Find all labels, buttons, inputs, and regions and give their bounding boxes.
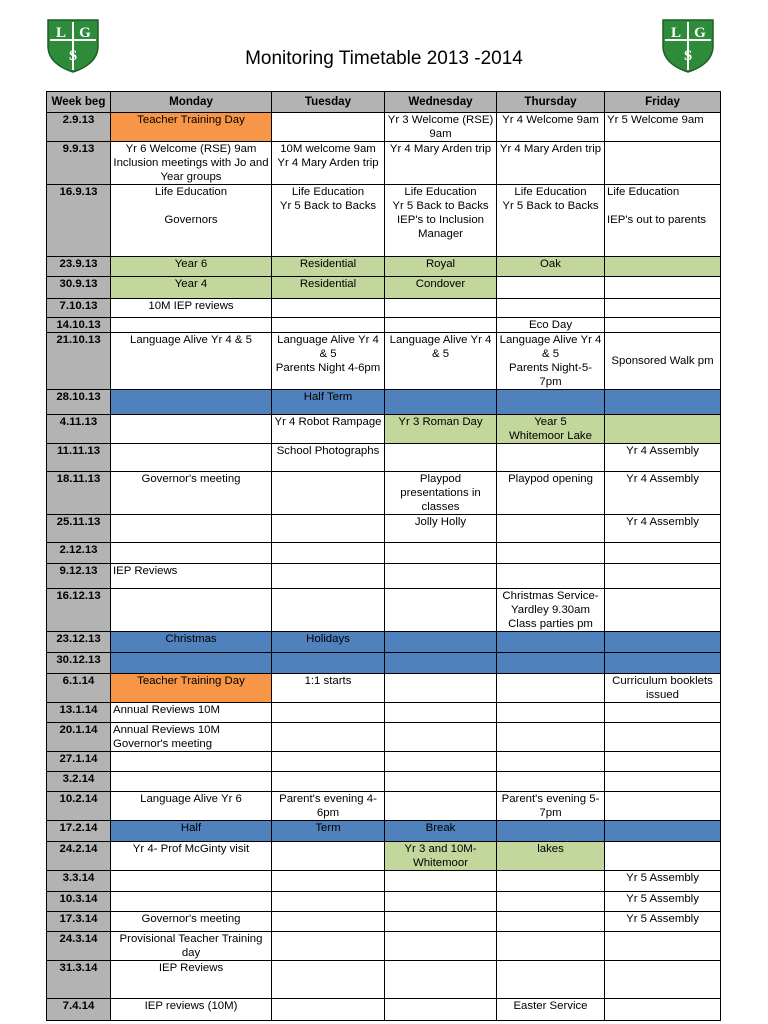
tuesday-cell [272, 723, 385, 752]
thursday-cell [497, 632, 605, 653]
wednesday-cell: Language Alive Yr 4 & 5 [385, 333, 497, 390]
tuesday-cell: Yr 4 Robot Rampage [272, 415, 385, 444]
tuesday-cell [272, 515, 385, 543]
tuesday-cell: Term [272, 821, 385, 842]
friday-cell: Yr 4 Assembly [605, 515, 721, 543]
wednesday-cell [385, 543, 497, 564]
tuesday-cell [272, 543, 385, 564]
monday-cell: Annual Reviews 10M [111, 703, 272, 723]
tuesday-cell [272, 999, 385, 1021]
tuesday-cell: 1:1 starts [272, 674, 385, 703]
svg-text:G: G [79, 25, 91, 41]
table-row [47, 674, 721, 703]
svg-text:L: L [55, 25, 67, 41]
week-beginning-cell: 21.10.13 [47, 333, 111, 390]
monday-cell: IEP reviews (10M) [111, 999, 272, 1021]
monday-cell: IEP Reviews [111, 961, 272, 999]
thursday-cell: Yr 4 Welcome 9am [497, 113, 605, 142]
table-row [47, 142, 721, 185]
table-row [47, 318, 721, 333]
wednesday-cell [385, 772, 497, 792]
tuesday-cell [272, 703, 385, 723]
monday-cell: Yr 6 Welcome (RSE) 9am Inclusion meetings with Jo and Year groups [111, 142, 272, 185]
tuesday-cell [272, 318, 385, 333]
wednesday-cell [385, 703, 497, 723]
friday-cell [605, 142, 721, 185]
friday-cell [605, 772, 721, 792]
table-row [47, 632, 721, 653]
monday-cell [111, 318, 272, 333]
table-row [47, 703, 721, 723]
thursday-cell [497, 444, 605, 472]
monday-cell [111, 892, 272, 912]
table-row [47, 821, 721, 842]
wednesday-cell: Yr 3 and 10M-Whitemoor [385, 842, 497, 871]
friday-cell [605, 564, 721, 589]
tuesday-cell [272, 653, 385, 674]
table-row [47, 653, 721, 674]
tuesday-cell [272, 892, 385, 912]
column-header-wednesday: Wednesday [385, 92, 497, 113]
week-beginning-cell: 23.12.13 [47, 632, 111, 653]
monday-cell: Language Alive Yr 4 & 5 [111, 333, 272, 390]
thursday-cell [497, 912, 605, 932]
thursday-cell [497, 772, 605, 792]
column-header-friday: Friday [605, 92, 721, 113]
tuesday-cell [272, 871, 385, 892]
friday-cell [605, 390, 721, 415]
table-row [47, 752, 721, 772]
week-beginning-cell: 31.3.14 [47, 961, 111, 999]
tuesday-cell: Half Term [272, 390, 385, 415]
week-beginning-cell: 10.2.14 [47, 792, 111, 821]
wednesday-cell: Yr 3 Roman Day [385, 415, 497, 444]
wednesday-cell [385, 444, 497, 472]
column-header-week: Week beg [47, 92, 111, 113]
wednesday-cell: Jolly Holly [385, 515, 497, 543]
column-header-tuesday: Tuesday [272, 92, 385, 113]
thursday-cell [497, 390, 605, 415]
friday-cell: Sponsored Walk pm [605, 333, 721, 390]
table-header-row [47, 92, 721, 113]
week-beginning-cell: 17.2.14 [47, 821, 111, 842]
friday-cell [605, 752, 721, 772]
wednesday-cell [385, 653, 497, 674]
wednesday-cell [385, 912, 497, 932]
wednesday-cell [385, 961, 497, 999]
friday-cell [605, 415, 721, 444]
table-row [47, 390, 721, 415]
table-row [47, 415, 721, 444]
table-row [47, 871, 721, 892]
thursday-cell [497, 892, 605, 912]
week-beginning-cell: 24.3.14 [47, 932, 111, 961]
timetable-body [47, 113, 721, 1021]
week-beginning-cell: 27.1.14 [47, 752, 111, 772]
friday-cell [605, 703, 721, 723]
wednesday-cell [385, 752, 497, 772]
table-row [47, 564, 721, 589]
friday-cell [605, 318, 721, 333]
table-row [47, 912, 721, 932]
wednesday-cell [385, 632, 497, 653]
wednesday-cell [385, 892, 497, 912]
tuesday-cell [272, 472, 385, 515]
thursday-cell: Year 5 Whitemoor Lake [497, 415, 605, 444]
week-beginning-cell: 17.3.14 [47, 912, 111, 932]
monday-cell: 10M IEP reviews [111, 299, 272, 318]
table-row [47, 257, 721, 277]
column-header-thursday: Thursday [497, 92, 605, 113]
tuesday-cell: Holidays [272, 632, 385, 653]
monday-cell [111, 543, 272, 564]
tuesday-cell: Language Alive Yr 4 & 5 Parents Night 4-6pm [272, 333, 385, 390]
monday-cell: Year 6 [111, 257, 272, 277]
friday-cell: Yr 5 Welcome 9am [605, 113, 721, 142]
week-beginning-cell: 23.9.13 [47, 257, 111, 277]
tuesday-cell: Residential [272, 257, 385, 277]
monday-cell: Christmas [111, 632, 272, 653]
monday-cell: Teacher Training Day [111, 674, 272, 703]
monitoring-timetable [46, 91, 721, 1021]
tuesday-cell [272, 589, 385, 632]
monday-cell [111, 390, 272, 415]
wednesday-cell [385, 999, 497, 1021]
week-beginning-cell: 11.11.13 [47, 444, 111, 472]
svg-text:S: S [683, 48, 693, 64]
week-beginning-cell: 16.12.13 [47, 589, 111, 632]
wednesday-cell [385, 318, 497, 333]
thursday-cell: Life Education Yr 5 Back to Backs [497, 185, 605, 257]
monday-cell: Annual Reviews 10M Governor's meeting [111, 723, 272, 752]
wednesday-cell [385, 299, 497, 318]
thursday-cell [497, 674, 605, 703]
thursday-cell [497, 723, 605, 752]
thursday-cell: lakes [497, 842, 605, 871]
week-beginning-cell: 3.3.14 [47, 871, 111, 892]
monday-cell [111, 415, 272, 444]
tuesday-cell: 10M welcome 9am Yr 4 Mary Arden trip [272, 142, 385, 185]
friday-cell: Yr 4 Assembly [605, 472, 721, 515]
friday-cell [605, 842, 721, 871]
table-row [47, 113, 721, 142]
monday-cell: Teacher Training Day [111, 113, 272, 142]
table-row [47, 277, 721, 299]
monday-cell [111, 752, 272, 772]
table-row [47, 333, 721, 390]
thursday-cell [497, 564, 605, 589]
thursday-cell: Language Alive Yr 4 & 5 Parents Night-5-7pm [497, 333, 605, 390]
column-header-monday: Monday [111, 92, 272, 113]
thursday-cell [497, 961, 605, 999]
week-beginning-cell: 7.10.13 [47, 299, 111, 318]
wednesday-cell [385, 390, 497, 415]
wednesday-cell [385, 871, 497, 892]
tuesday-cell: Parent's evening 4-6pm [272, 792, 385, 821]
week-beginning-cell: 25.11.13 [47, 515, 111, 543]
table-row [47, 543, 721, 564]
monday-cell: Governor's meeting [111, 472, 272, 515]
thursday-cell [497, 871, 605, 892]
thursday-cell: Yr 4 Mary Arden trip [497, 142, 605, 185]
thursday-cell [497, 299, 605, 318]
friday-cell: Life Education IEP's out to parents [605, 185, 721, 257]
table-row [47, 999, 721, 1021]
tuesday-cell: Residential [272, 277, 385, 299]
monday-cell: Governor's meeting [111, 912, 272, 932]
thursday-cell [497, 277, 605, 299]
thursday-cell [497, 752, 605, 772]
friday-cell [605, 999, 721, 1021]
friday-cell [605, 543, 721, 564]
table-row [47, 792, 721, 821]
week-beginning-cell: 30.12.13 [47, 653, 111, 674]
svg-text:L: L [670, 25, 682, 41]
wednesday-cell: Playpod presentations in classes [385, 472, 497, 515]
week-beginning-cell: 16.9.13 [47, 185, 111, 257]
monday-cell [111, 515, 272, 543]
monday-cell [111, 589, 272, 632]
monday-cell: Yr 4- Prof McGinty visit [111, 842, 272, 871]
table-row [47, 444, 721, 472]
week-beginning-cell: 13.1.14 [47, 703, 111, 723]
thursday-cell [497, 653, 605, 674]
friday-cell: Yr 5 Assembly [605, 871, 721, 892]
monday-cell: IEP Reviews [111, 564, 272, 589]
wednesday-cell [385, 589, 497, 632]
thursday-cell [497, 515, 605, 543]
week-beginning-cell: 14.10.13 [47, 318, 111, 333]
week-beginning-cell: 4.11.13 [47, 415, 111, 444]
table-row [47, 472, 721, 515]
friday-cell [605, 257, 721, 277]
wednesday-cell [385, 792, 497, 821]
table-row [47, 892, 721, 912]
friday-cell: Curriculum booklets issued [605, 674, 721, 703]
svg-text:S: S [68, 48, 78, 64]
week-beginning-cell: 20.1.14 [47, 723, 111, 752]
wednesday-cell [385, 932, 497, 961]
friday-cell [605, 821, 721, 842]
tuesday-cell [272, 113, 385, 142]
wednesday-cell [385, 674, 497, 703]
monday-cell [111, 772, 272, 792]
tuesday-cell [272, 564, 385, 589]
table-row [47, 589, 721, 632]
monday-cell [111, 444, 272, 472]
wednesday-cell [385, 723, 497, 752]
monday-cell: Life Education Governors [111, 185, 272, 257]
friday-cell [605, 961, 721, 999]
tuesday-cell [272, 912, 385, 932]
friday-cell: Yr 4 Assembly [605, 444, 721, 472]
tuesday-cell [272, 299, 385, 318]
wednesday-cell [385, 564, 497, 589]
monday-cell: Provisional Teacher Training day [111, 932, 272, 961]
wednesday-cell: Condover [385, 277, 497, 299]
friday-cell [605, 932, 721, 961]
table-row [47, 723, 721, 752]
wednesday-cell: Break [385, 821, 497, 842]
table-row [47, 932, 721, 961]
tuesday-cell [272, 961, 385, 999]
thursday-cell: Eco Day [497, 318, 605, 333]
monday-cell [111, 871, 272, 892]
week-beginning-cell: 9.9.13 [47, 142, 111, 185]
week-beginning-cell: 18.11.13 [47, 472, 111, 515]
thursday-cell: Oak [497, 257, 605, 277]
friday-cell [605, 653, 721, 674]
wednesday-cell: Yr 3 Welcome (RSE) 9am [385, 113, 497, 142]
thursday-cell [497, 543, 605, 564]
monday-cell: Language Alive Yr 6 [111, 792, 272, 821]
thursday-cell: Parent's evening 5-7pm [497, 792, 605, 821]
friday-cell: Yr 5 Assembly [605, 892, 721, 912]
table-row [47, 299, 721, 318]
week-beginning-cell: 7.4.14 [47, 999, 111, 1021]
wednesday-cell: Yr 4 Mary Arden trip [385, 142, 497, 185]
week-beginning-cell: 10.3.14 [47, 892, 111, 912]
table-row [47, 842, 721, 871]
tuesday-cell: Life Education Yr 5 Back to Backs [272, 185, 385, 257]
thursday-cell [497, 821, 605, 842]
friday-cell [605, 723, 721, 752]
monday-cell: Year 4 [111, 277, 272, 299]
table-row [47, 961, 721, 999]
tuesday-cell [272, 752, 385, 772]
tuesday-cell: School Photographs [272, 444, 385, 472]
week-beginning-cell: 2.9.13 [47, 113, 111, 142]
table-row [47, 185, 721, 257]
thursday-cell: Easter Service [497, 999, 605, 1021]
table-row [47, 515, 721, 543]
friday-cell [605, 792, 721, 821]
week-beginning-cell: 30.9.13 [47, 277, 111, 299]
svg-text:G: G [694, 25, 706, 41]
friday-cell [605, 299, 721, 318]
wednesday-cell: Royal [385, 257, 497, 277]
week-beginning-cell: 9.12.13 [47, 564, 111, 589]
monday-cell [111, 653, 272, 674]
friday-cell [605, 632, 721, 653]
tuesday-cell [272, 932, 385, 961]
week-beginning-cell: 28.10.13 [47, 390, 111, 415]
wednesday-cell: Life Education Yr 5 Back to Backs IEP's to Inclusion Manager [385, 185, 497, 257]
table-row [47, 772, 721, 792]
tuesday-cell [272, 772, 385, 792]
page-title: Monitoring Timetable 2013 -2014 [245, 48, 523, 69]
friday-cell [605, 589, 721, 632]
friday-cell: Yr 5 Assembly [605, 912, 721, 932]
week-beginning-cell: 3.2.14 [47, 772, 111, 792]
thursday-cell: Playpod opening [497, 472, 605, 515]
week-beginning-cell: 6.1.14 [47, 674, 111, 703]
thursday-cell [497, 703, 605, 723]
thursday-cell [497, 932, 605, 961]
thursday-cell: Christmas Service-Yardley 9.30am Class parties pm [497, 589, 605, 632]
week-beginning-cell: 24.2.14 [47, 842, 111, 871]
friday-cell [605, 277, 721, 299]
week-beginning-cell: 2.12.13 [47, 543, 111, 564]
tuesday-cell [272, 842, 385, 871]
monday-cell: Half [111, 821, 272, 842]
